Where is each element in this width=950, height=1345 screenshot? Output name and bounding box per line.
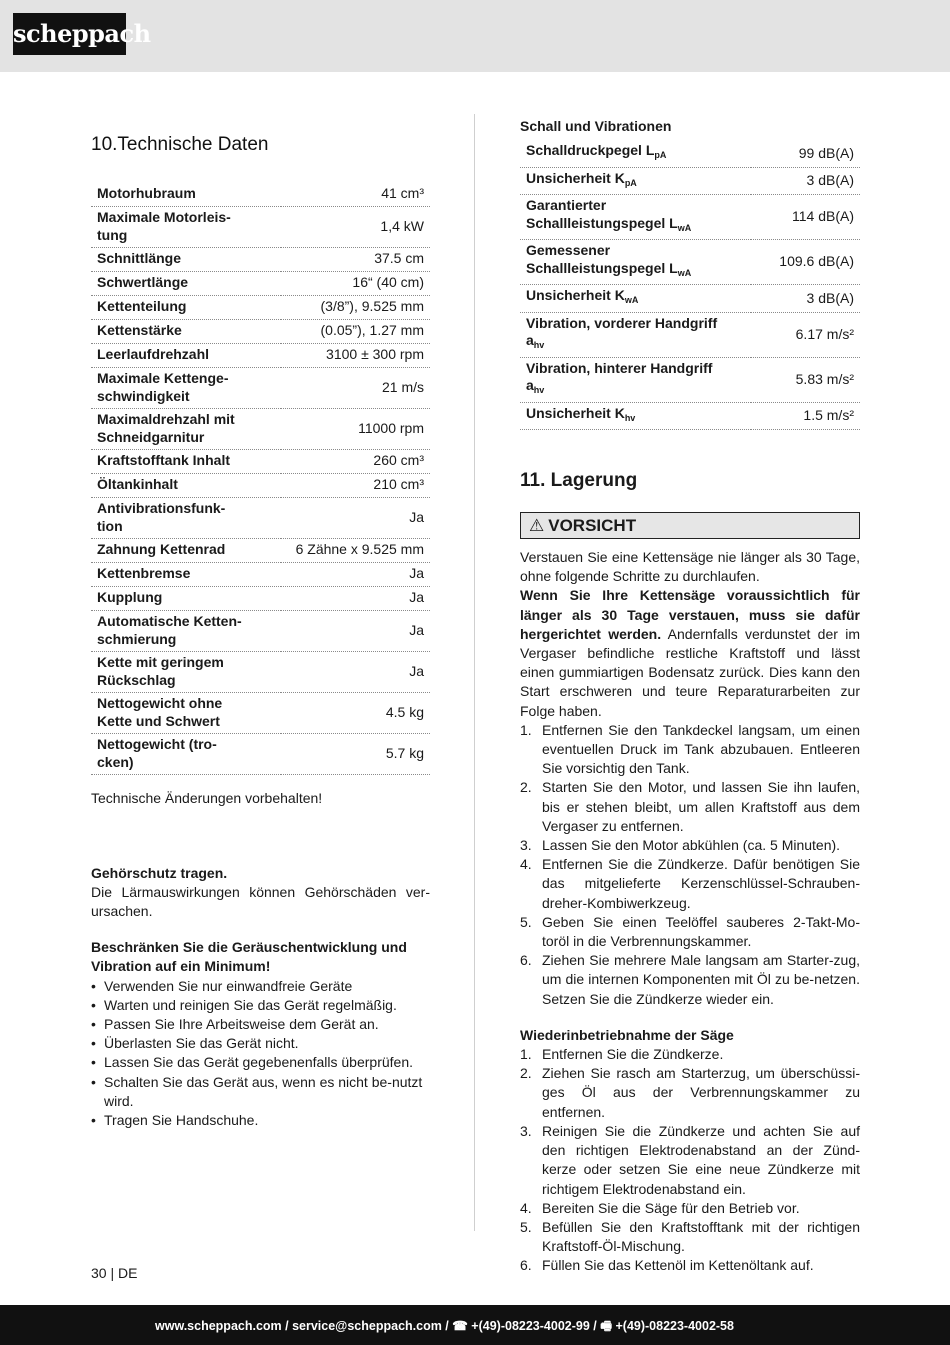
spec-label: Schnittlänge <box>91 247 281 271</box>
step-item <box>520 836 860 855</box>
spec-row <box>91 182 430 206</box>
noise-limit-list <box>91 977 430 1131</box>
step-item <box>520 1064 860 1122</box>
step-number: 3. <box>520 1122 532 1139</box>
spec-row <box>91 449 430 473</box>
sound-row <box>520 240 860 285</box>
spec-value: Ja <box>281 586 430 610</box>
step-item <box>520 1199 860 1218</box>
spec-value: 4.5 kg <box>281 692 430 733</box>
step-text: Füllen Sie das Kettenöl im Kettenöltank auf. <box>542 1257 814 1274</box>
sound-label-text: Gemessener Schallleistungspegel L <box>526 242 678 276</box>
step-text: Bereiten Sie die Säge für den Betrieb vor. <box>542 1199 800 1216</box>
sound-row <box>520 285 860 313</box>
spec-row <box>91 206 430 247</box>
step-number: 6. <box>520 1257 532 1274</box>
sound-label-subscript: pA <box>624 177 637 188</box>
sound-row <box>520 312 860 357</box>
sound-label <box>520 140 751 167</box>
sound-row <box>520 195 860 240</box>
spec-label: Antivibrationsfunk- tion <box>91 497 281 538</box>
section-title-storage: 11. Lagerung <box>520 470 638 491</box>
list-item: • Überlasten Sie das Gerät nicht. <box>91 1034 430 1053</box>
sound-label-subscript: pA <box>654 150 667 160</box>
sound-value: 3 dB(A) <box>751 167 860 195</box>
sound-value: 3 dB(A) <box>751 285 860 313</box>
spec-label: Kupplung <box>91 586 281 610</box>
sound-label-text: Unsicherheit K <box>526 287 625 303</box>
step-item <box>520 1045 860 1064</box>
step-text: Entfernen Sie die Zündkerze. Dafür benötigen Sie das mitgelieferte Kerzenschlüssel-Schrauben-dreher-Kombiwerkzeug. <box>542 856 860 911</box>
step-number: 4. <box>520 856 532 873</box>
spec-value: 210 cm³ <box>281 473 430 497</box>
header-band <box>0 0 950 72</box>
spec-value: Ja <box>281 651 430 692</box>
sound-label-subscript: wA <box>677 267 692 278</box>
step-number: 1. <box>520 721 532 738</box>
spec-label: Kraftstofftank Inhalt <box>91 449 281 473</box>
spec-value: Ja <box>281 610 430 651</box>
spec-value: (0.05”), 1.27 mm <box>281 319 430 343</box>
step-item <box>520 1218 860 1256</box>
sound-label-text: Vibration, vorderer Handgriff a <box>526 314 718 348</box>
page-number: 30 | DE <box>91 1265 138 1281</box>
spec-row <box>91 295 430 319</box>
sound-label-text: Unsicherheit K <box>526 404 625 421</box>
step-item <box>520 913 860 951</box>
spec-row <box>91 586 430 610</box>
sound-label-text: Schalldruckpegel L <box>526 142 655 158</box>
sound-label <box>520 357 751 402</box>
spec-value: Ja <box>281 497 430 538</box>
sound-value: 109.6 dB(A) <box>751 240 860 285</box>
sound-label <box>520 167 751 195</box>
spec-value: 3100 ± 300 rpm <box>281 343 430 367</box>
step-text: Befüllen Sie den Kraftstofftank mit der richtigen Kraftstoff-Öl-Mischung. <box>542 1218 860 1255</box>
spec-label: Kettenbremse <box>91 562 281 586</box>
spec-value: 21 m/s <box>281 367 430 408</box>
restart-heading: Wiederinbetriebnahme der Säge <box>520 1026 734 1043</box>
spec-label: Leerlaufdrehzahl <box>91 343 281 367</box>
spec-label: Maximale Motorleis- tung <box>91 206 281 247</box>
tech-spec-table <box>91 182 430 775</box>
section-title-tech: 10.Technische Daten <box>91 134 269 155</box>
spec-value: (3/8”), 9.525 mm <box>281 295 430 319</box>
step-number: 6. <box>520 952 532 969</box>
sound-label-subscript: hv <box>533 385 545 395</box>
spec-label: Kette mit geringem Rückschlag <box>91 651 281 692</box>
footer-contact: www.scheppach.com / service@scheppach.com / ☎ +(49)-08223-4002-99 / 🖷 +(49)-08223-4002-58 <box>155 1319 734 1333</box>
spec-value: 37.5 cm <box>281 247 430 271</box>
sound-label <box>520 285 751 313</box>
storage-steps <box>520 721 860 1009</box>
sound-label-text: Unsicherheit K <box>526 169 625 186</box>
restart-steps <box>520 1045 860 1275</box>
sound-title: Schall und Vibrationen <box>520 118 672 134</box>
list-item: • Lassen Sie das Gerät gegebenenfalls überprüfen. <box>91 1053 430 1072</box>
hearing-text: Die Lärmauswirkungen können Gehörschäden ver-ursachen. <box>91 883 430 919</box>
sound-label <box>520 240 751 285</box>
sound-value: 99 dB(A) <box>751 140 860 167</box>
sound-label-subscript: hv <box>624 412 636 423</box>
spec-label: Kettenstärke <box>91 319 281 343</box>
column-divider <box>474 114 475 1231</box>
spec-row <box>91 733 430 774</box>
step-item <box>520 951 860 1009</box>
list-item: • Passen Sie Ihre Arbeitsweise dem Gerät an. <box>91 1015 430 1034</box>
sound-value: 114 dB(A) <box>751 195 860 240</box>
step-text: Lassen Sie den Motor abkühlen (ca. 5 Minuten). <box>542 837 841 854</box>
list-item: • Warten und reinigen Sie das Gerät regelmäßig. <box>91 996 430 1015</box>
spec-label: Schwertlänge <box>91 271 281 295</box>
spec-value: 260 cm³ <box>281 449 430 473</box>
step-number: 4. <box>520 1199 532 1216</box>
spec-label: Maximale Kettenge- schwindigkeit <box>91 367 281 408</box>
step-text: Starten Sie den Motor, und lassen Sie ihn laufen, bis er stehen bleibt, um allen Kraftstoff aus dem Vergaser zu entfernen. <box>542 779 860 834</box>
spec-row <box>91 271 430 295</box>
warning-box: ⚠ VORSICHT <box>520 512 860 539</box>
step-item <box>520 1122 860 1199</box>
spec-label: Automatische Ketten- schmierung <box>91 610 281 651</box>
spec-value: 16“ (40 cm) <box>281 271 430 295</box>
spec-row <box>91 319 430 343</box>
spec-value: 41 cm³ <box>281 182 430 206</box>
step-item <box>520 855 860 913</box>
sound-value: 5.83 m/s² <box>751 357 860 402</box>
step-number: 1. <box>520 1046 532 1063</box>
sound-label-text: Garantierter Schallleistungspegel L <box>526 197 678 231</box>
spec-row <box>91 651 430 692</box>
list-item: • Tragen Sie Handschuhe. <box>91 1111 430 1130</box>
left-column <box>91 134 430 1130</box>
spec-row <box>91 538 430 562</box>
spec-label: Maximaldrehzahl mit Schneidgarnitur <box>91 408 281 449</box>
sound-row <box>520 167 860 195</box>
step-text: Ziehen Sie mehrere Male langsam am Starter-zug, um die internen Komponenten mit Öl zu be-netzen. Setzen Sie die Zündkerze wieder ein. <box>542 952 860 1007</box>
warning-triangle-icon: ⚠ <box>529 516 545 535</box>
spec-value: 11000 rpm <box>281 408 430 449</box>
step-number: 2. <box>520 1065 532 1082</box>
sound-label-text: Vibration, hinterer Handgriff a <box>526 359 713 393</box>
storage-intro: Verstauen Sie eine Kettensäge nie länger als 30 Tage, ohne folgende Schritte zu durchlaufen. <box>520 549 860 585</box>
spec-label: Kettenteilung <box>91 295 281 319</box>
sound-row <box>520 140 860 167</box>
spec-value: 5.7 kg <box>281 733 430 774</box>
spec-row <box>91 473 430 497</box>
sound-label-subscript: wA <box>624 295 639 305</box>
step-item <box>520 778 860 836</box>
sound-label <box>520 195 751 240</box>
step-number: 3. <box>520 837 532 854</box>
list-item: • Verwenden Sie nur einwandfreie Geräte <box>91 977 430 996</box>
sound-value: 6.17 m/s² <box>751 312 860 357</box>
spec-row <box>91 610 430 651</box>
sound-label-subscript: hv <box>533 340 545 350</box>
spec-row <box>91 408 430 449</box>
hearing-heading: Gehörschutz tragen. <box>91 864 228 881</box>
scheppach-logo: scheppach <box>13 13 126 55</box>
sound-value: 1.5 m/s² <box>751 402 860 430</box>
spec-row <box>91 497 430 538</box>
step-text: Reinigen Sie die Zündkerze und achten Sie auf den richtigen Elektrodenabstand an der Zünd-kerze oder setzen Sie eine neue Zündkerze mit richtigem Elektrodenabstand ein. <box>542 1122 860 1197</box>
spec-row <box>91 343 430 367</box>
spec-value: 6 Zähne x 9.525 mm <box>281 538 430 562</box>
spec-value: 1,4 kW <box>281 206 430 247</box>
step-item <box>520 1256 860 1275</box>
sound-row <box>520 357 860 402</box>
spec-label: Zahnung Kettenrad <box>91 538 281 562</box>
list-item: • Schalten Sie das Gerät aus, wenn es nicht be-nutzt wird. <box>91 1073 430 1111</box>
sound-label <box>520 312 751 357</box>
noise-limit-heading: Beschränken Sie die Geräuschentwicklung und Vibration auf ein Minimum! <box>91 939 407 975</box>
step-text: Entfernen Sie den Tankdeckel langsam, um einen eventuellen Druck im Tank abzubauen. Entleeren Sie vorsichtig den Tank. <box>542 721 860 777</box>
tech-note: Technische Änderungen vorbehalten! <box>91 789 323 806</box>
right-column <box>520 118 860 1276</box>
spec-label: Motorhubraum <box>91 182 281 206</box>
step-number: 2. <box>520 779 532 796</box>
step-text: Entfernen Sie die Zündkerze. <box>542 1046 724 1063</box>
step-number: 5. <box>520 913 532 930</box>
spec-label: Nettogewicht (tro- cken) <box>91 733 281 774</box>
sound-vibration-table <box>520 140 860 430</box>
step-number: 5. <box>520 1218 532 1235</box>
sound-row <box>520 402 860 430</box>
storage-paragraph: Wenn Sie Ihre Kettensäge voraussichtlich für länger als 30 Tage verstauen, muss sie dafür hergerichtet werden. Andernfalls verdunstet der im Vergaser befindliche restliche Kraftstoff und lässt einen gummiartigen Bodensatz zurück. Dies kann den Start erschweren und teure Reparaturarbeiten zur Folge haben. <box>520 587 860 719</box>
spec-row <box>91 247 430 271</box>
spec-row <box>91 562 430 586</box>
spec-row <box>91 367 430 408</box>
spec-value: Ja <box>281 562 430 586</box>
step-text: Ziehen Sie rasch am Starterzug, um überschüssi-ges Öl aus der Verbrennungskammer zu entfernen. <box>542 1065 860 1120</box>
spec-label: Öltankinhalt <box>91 473 281 497</box>
sound-label-subscript: wA <box>677 222 692 233</box>
step-text: Geben Sie einen Teelöffel sauberes 2-Takt-Mo-toröl in die Verbrennungskammer. <box>542 913 860 950</box>
step-item <box>520 721 860 779</box>
spec-label: Nettogewicht ohne Kette und Schwert <box>91 692 281 733</box>
sound-label <box>520 402 751 430</box>
spec-row <box>91 692 430 733</box>
